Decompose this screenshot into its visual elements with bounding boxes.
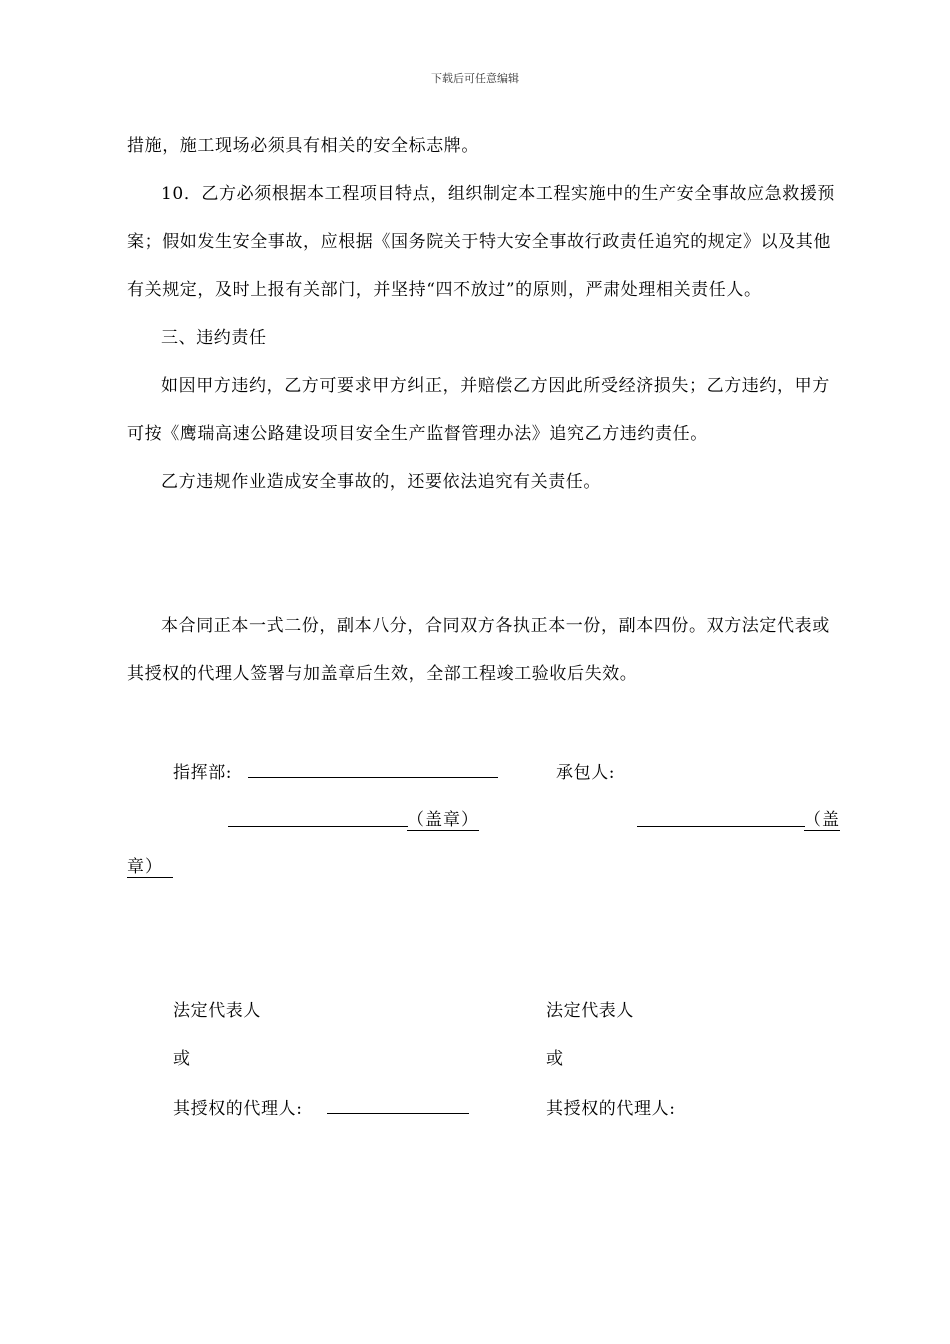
paragraph-copies-effectiveness: 本合同正本一式二份，副本八分，合同双方各执正本一份，副本四份。双方法定代表或其授权的代理人签署与加盖章后生效，全部工程竣工验收后失效。 [127,616,830,684]
paragraph-emergency-plan: 10．乙方必须根据本工程项目特点，组织制定本工程实施中的生产安全事故应急救援预案；假如发生安全事故，应根据《国务院关于特大安全事故行政责任追究的规定》以及其他有关规定，及时上报有关部门，并坚持“四不放过”的原则，严肃处理相关责任人。 [127,184,836,300]
party-b-legal-rep-label: 法定代表人 [546,1001,634,1021]
party-a-seal-line [228,826,408,827]
paragraph-safety-signs: 措施，施工现场必须具有相关的安全标志牌。 [127,136,479,156]
section-heading-liability: 三、违约责任 [161,328,267,348]
page-header-note: 下载后可任意编辑 [431,72,519,85]
party-a-label: 指挥部: [173,763,233,783]
party-a-agent-label: 其授权的代理人: [173,1099,303,1119]
paragraph-breach-of-contract: 如因甲方违约，乙方可要求甲方纠正，并赔偿乙方因此所受经济损失；乙方违约，甲方可按《鹰瑞高速公路建设项目安全生产监督管理办法》追究乙方违约责任。 [127,376,830,444]
party-a-signature-line [248,777,498,778]
party-b-label: 承包人: [556,763,616,783]
party-b-seal-text-part2: 章） [127,852,173,878]
contract-body [127,122,839,506]
party-a-or-text: 或 [173,1049,191,1069]
paragraph-violation-liability: 乙方违规作业造成安全事故的，还要依法追究有关责任。 [161,472,601,492]
party-b-agent-label: 其授权的代理人: [546,1099,676,1119]
party-b-seal-text-part1: （盖 [804,805,840,831]
party-b-or-text: 或 [546,1049,564,1069]
contract-copies-clause [127,602,839,698]
party-a-legal-rep-label: 法定代表人 [173,1001,261,1021]
party-a-seal-text: （盖章） [407,805,479,831]
party-b-seal-line [637,826,805,827]
party-a-agent-signature-line [327,1113,469,1114]
